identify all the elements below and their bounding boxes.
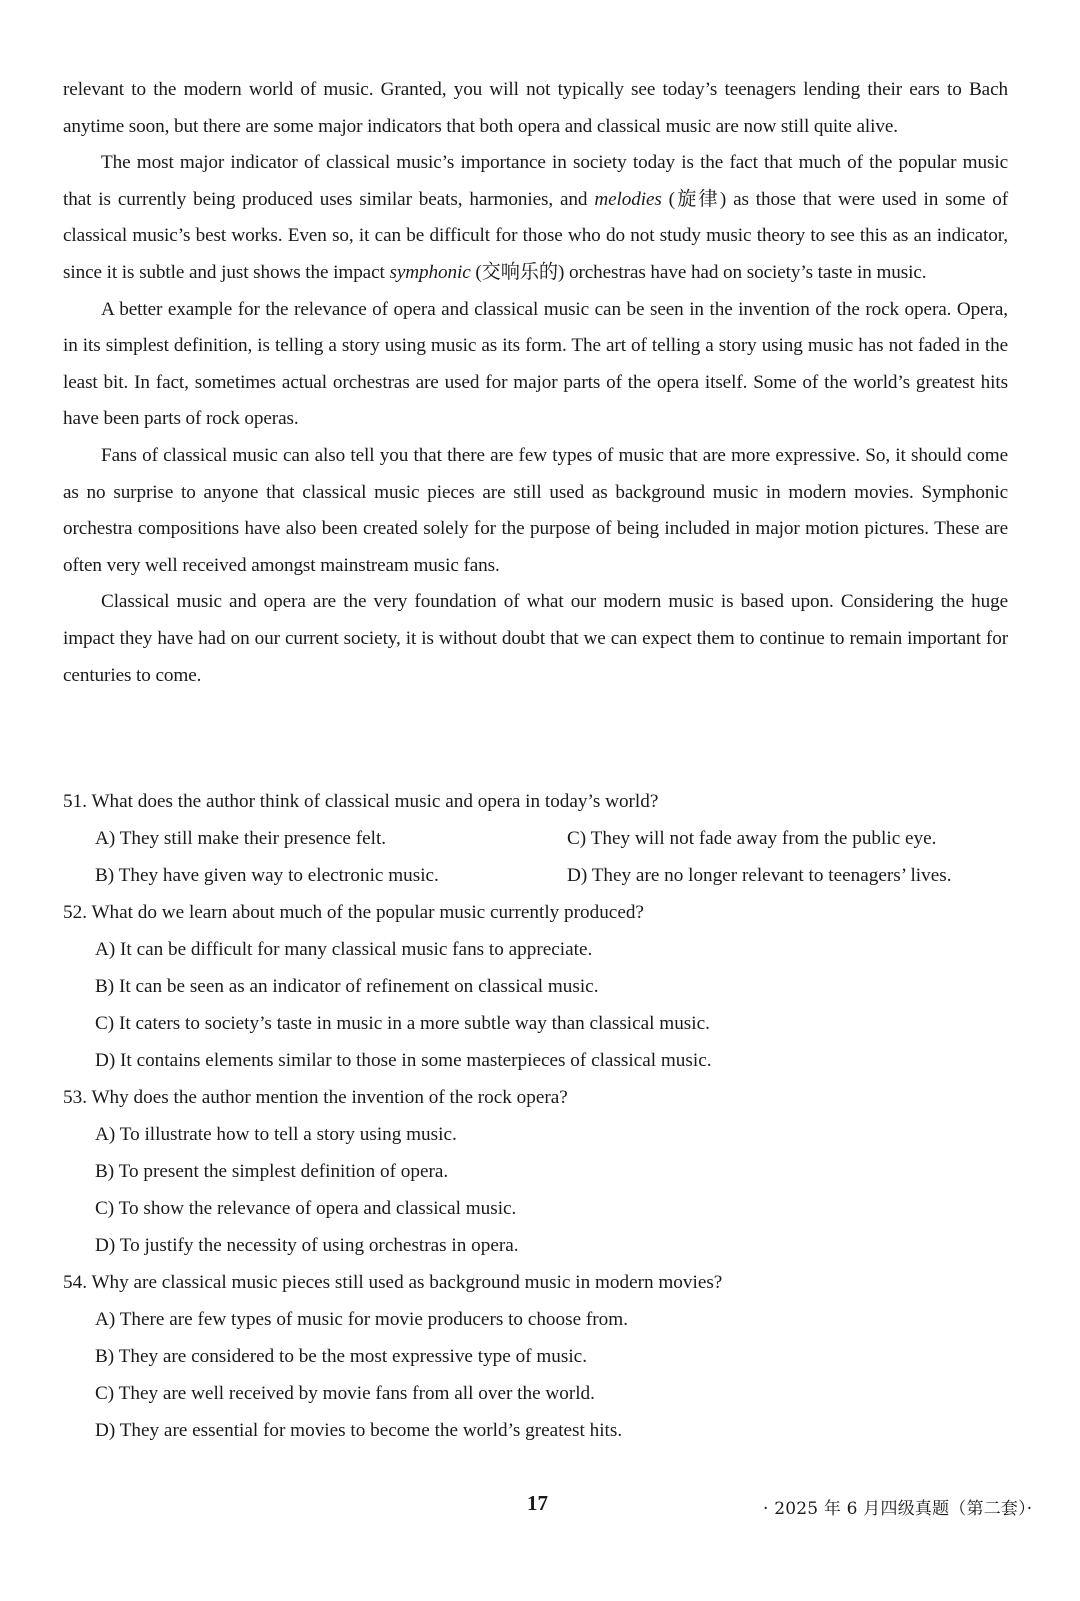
paragraph-text: (旋律) as those that were used in some of classical music’s best works. Even so, it can be difficult for those who do not study music theory to see this as an indicator, since it is subtle and just shows the impact — [63, 188, 1008, 283]
question-number: 52. — [63, 902, 87, 923]
option-label: C) — [95, 1383, 115, 1404]
answer-option-a[interactable] — [95, 1116, 1023, 1153]
question-text: What do we learn about much of the popular music currently produced? — [91, 902, 644, 923]
option-label: C) — [95, 1013, 115, 1034]
option-label: D) — [95, 1420, 116, 1441]
answer-options — [63, 1116, 1023, 1264]
question-list — [63, 783, 1023, 1449]
option-text: To illustrate how to tell a story using music. — [119, 1124, 457, 1145]
paragraph-text: Fans of classical music can also tell you that there are few types of music that are more expressive. So, it should come as no surprise to anyone that classical music pieces are still used as background music in modern movies. Symphonic orchestra compositions have also been created solely for the purpose of being included in major motion pictures. These are often very well received amongst mainstream music fans. — [63, 444, 1008, 576]
answer-option-a[interactable] — [95, 820, 567, 857]
question-53 — [63, 1079, 1023, 1264]
option-label: D) — [95, 1050, 116, 1071]
answer-option-b[interactable] — [95, 1338, 1023, 1375]
option-text: They are considered to be the most expressive type of music. — [118, 1346, 587, 1367]
question-number: 51. — [63, 791, 87, 812]
option-text: It caters to society’s taste in music in a more subtle way than classical music. — [118, 1013, 710, 1034]
paragraph-text: (交响乐的) orchestras have had on society’s taste in music. — [470, 261, 927, 283]
option-text: To show the relevance of opera and classical music. — [118, 1198, 517, 1219]
option-text: They will not fade away from the public eye. — [590, 828, 937, 849]
option-text: They have given way to electronic music. — [118, 865, 439, 886]
option-label: D) — [95, 1235, 116, 1256]
answer-option-a[interactable] — [95, 1301, 1023, 1338]
option-label: D) — [567, 865, 588, 886]
answer-option-b[interactable] — [95, 857, 567, 894]
passage-paragraph — [63, 72, 1008, 145]
passage-paragraph — [63, 584, 1008, 694]
answer-options — [63, 820, 1023, 894]
answer-option-c[interactable] — [95, 1190, 1023, 1227]
answer-option-d[interactable] — [567, 857, 1027, 894]
option-label: B) — [95, 1161, 115, 1182]
exam-title-footer: · 2025 年 6 月四级真题（第二套）· — [763, 1499, 1033, 1519]
page-number: 17 — [527, 1491, 548, 1515]
option-label: C) — [95, 1198, 115, 1219]
option-text: It can be difficult for many classical music fans to appreciate. — [120, 939, 593, 960]
option-label: B) — [95, 865, 115, 886]
reading-passage — [63, 72, 1008, 694]
option-label: A) — [95, 828, 116, 849]
answer-option-d[interactable] — [95, 1227, 1023, 1264]
question-52 — [63, 894, 1023, 1079]
answer-options — [63, 931, 1023, 1079]
answer-option-d[interactable] — [95, 1412, 1023, 1449]
option-label: B) — [95, 1346, 115, 1367]
option-text: They are essential for movies to become the world’s greatest hits. — [119, 1420, 623, 1441]
answer-options — [63, 1301, 1023, 1449]
option-label: A) — [95, 939, 116, 960]
option-label: C) — [567, 828, 587, 849]
passage-paragraph — [63, 438, 1008, 584]
question-number: 54. — [63, 1272, 87, 1293]
answer-option-d[interactable] — [95, 1042, 1023, 1079]
answer-option-b[interactable] — [95, 968, 1023, 1005]
answer-option-c[interactable] — [95, 1375, 1023, 1412]
question-51 — [63, 783, 1023, 894]
question-text: Why does the author mention the invention of the rock opera? — [91, 1087, 568, 1108]
option-text: They still make their presence felt. — [119, 828, 387, 849]
question-text: Why are classical music pieces still used as background music in modern movies? — [91, 1272, 723, 1293]
paragraph-text: The most major indicator of classical music’s importance in society today is the fact that much of the popular music that is currently being produced uses similar beats, harmonies, and — [63, 152, 1008, 210]
answer-option-c[interactable] — [567, 820, 1027, 857]
italic-term: melodies — [594, 188, 662, 210]
answer-option-c[interactable] — [95, 1005, 1023, 1042]
option-label: A) — [95, 1124, 116, 1145]
option-text: They are no longer relevant to teenagers’ lives. — [591, 865, 952, 886]
answer-option-a[interactable] — [95, 931, 1023, 968]
option-text: They are well received by movie fans from all over the world. — [118, 1383, 595, 1404]
question-stem — [63, 1079, 1023, 1116]
option-text: It can be seen as an indicator of refinement on classical music. — [118, 976, 599, 997]
question-text: What does the author think of classical music and opera in today’s world? — [91, 791, 659, 812]
option-text: It contains elements similar to those in some masterpieces of classical music. — [120, 1050, 712, 1071]
paragraph-text: Classical music and opera are the very foundation of what our modern music is based upon. Considering the huge impact they have had on our current society, it is without doubt that we can expect them to continue to remain important for centuries to come. — [63, 591, 1008, 686]
paragraph-text: relevant to the modern world of music. Granted, you will not typically see today’s teenagers lending their ears to Bach anytime soon, but there are some major indicators that both opera and classical music are now still quite alive. — [63, 79, 1008, 137]
question-stem — [63, 894, 1023, 931]
option-label: A) — [95, 1309, 116, 1330]
option-text: To justify the necessity of using orchestras in opera. — [119, 1235, 519, 1256]
answer-option-b[interactable] — [95, 1153, 1023, 1190]
passage-paragraph — [63, 145, 1008, 291]
question-stem — [63, 1264, 1023, 1301]
passage-paragraph — [63, 292, 1008, 438]
option-label: B) — [95, 976, 115, 997]
question-stem — [63, 783, 1023, 820]
paragraph-text: A better example for the relevance of opera and classical music can be seen in the invention of the rock opera. Opera, in its simplest definition, is telling a story using music as its form. The art of telling a story using music has not faded in the least bit. In fact, sometimes actual orchestras are used for major parts of the opera itself. Some of the world’s greatest hits have been parts of rock operas. — [63, 298, 1008, 430]
option-text: There are few types of music for movie producers to choose from. — [119, 1309, 628, 1330]
option-text: To present the simplest definition of opera. — [118, 1161, 449, 1182]
question-number: 53. — [63, 1087, 87, 1108]
question-54 — [63, 1264, 1023, 1449]
italic-term: symphonic — [389, 261, 471, 283]
